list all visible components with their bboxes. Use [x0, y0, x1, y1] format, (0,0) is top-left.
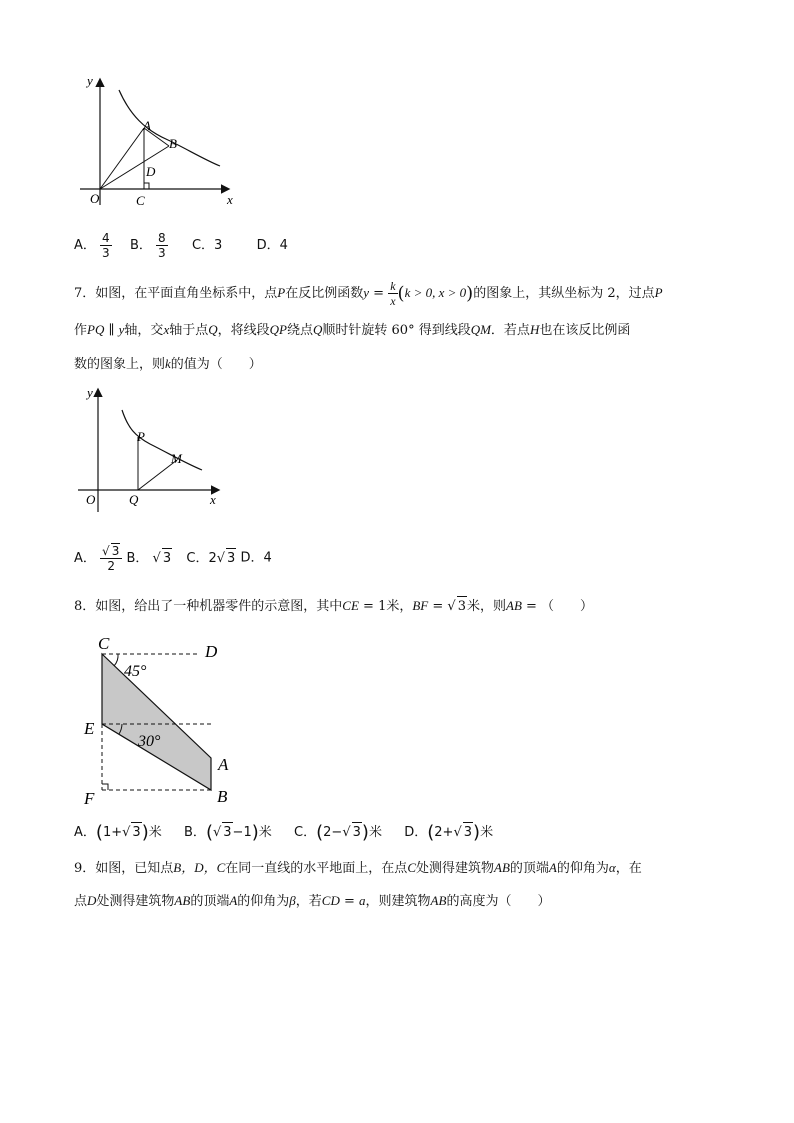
q7-option-d[interactable]: D．4 — [240, 550, 272, 566]
label-x: x — [227, 192, 233, 207]
q8-options — [74, 822, 493, 843]
figure-3-machine-part — [78, 630, 248, 810]
label-D: D — [205, 642, 218, 661]
label-A: A — [218, 755, 229, 774]
q6-option-a[interactable] — [74, 231, 116, 260]
label-F: F — [84, 789, 95, 808]
q7-option-a[interactable]: A． $\frac{√ 3}{2}$ — [74, 551, 126, 566]
segment-OB — [100, 146, 169, 189]
label-Q: Q — [129, 492, 139, 507]
label-angle-30: 30° — [138, 733, 161, 750]
angle-arc-45 — [114, 654, 118, 666]
fraction: $\frac{8}{3}$ — [158, 231, 166, 260]
label-D: D — [146, 164, 156, 179]
label-angle-45: 45° — [124, 663, 147, 680]
q8-option-d[interactable]: D．(2+√ 3)米 — [404, 822, 494, 843]
q8-option-a[interactable]: A．(1+√ 3)米 — [74, 822, 162, 843]
q7-line-1: 7．如图，在平面直角坐标系中，点P在反比例函数y = $\frac{k}{x}$ (k > 0, x > 0)的图象上，其纵坐标为 2，过点P — [74, 279, 663, 308]
label-O: O — [90, 191, 100, 206]
label-M: M — [171, 451, 182, 466]
q8-stem: 8．如图，给出了一种机器零件的示意图，其中CE = 1米，BF = √ 3米，则AB = （ ） — [74, 596, 593, 617]
q6-option-b[interactable] — [129, 231, 172, 260]
hyperbola-curve — [119, 90, 220, 166]
q9-line-1: 9．如图，已知点B，D，C在同一直线的水平地面上，在点C处测得建筑物AB的顶端A的仰角为α，在 — [74, 860, 642, 876]
label-P: P — [137, 429, 145, 444]
option-label: A． — [74, 238, 96, 253]
label-C: C — [98, 634, 110, 653]
fraction-k-over-x: $\frac{k}{x}$ — [390, 279, 396, 308]
fraction: $\frac{√ 3}{2}$ — [100, 543, 122, 573]
label-C: C — [136, 193, 145, 208]
label-y: y — [87, 385, 93, 400]
q6-options — [74, 231, 288, 260]
label-B: B — [217, 787, 228, 806]
segment-OA — [100, 128, 144, 189]
q8-option-b[interactable]: B．(√ 3−1)米 — [184, 822, 272, 843]
figure-2-inverse-proportion — [70, 380, 230, 520]
figure-1-inverse-proportion — [70, 70, 250, 210]
label-O: O — [86, 492, 96, 507]
q7-option-c[interactable]: C．2√ 3 — [186, 551, 240, 566]
q7-line-2: 作PQ ∥ y轴，交x轴于点Q，将线段QP绕点Q顺时针旋转 60° 得到线段QM．若点H也在该反比例函 — [74, 322, 631, 338]
label-E: E — [84, 719, 95, 738]
label-y: y — [87, 73, 93, 88]
q7-option-b[interactable]: B． √ 3 — [126, 551, 176, 566]
q7-options — [74, 543, 272, 573]
label-A: A — [143, 118, 151, 133]
option-label: B． — [129, 238, 152, 253]
right-angle-mark — [102, 784, 108, 790]
right-angle-mark — [144, 183, 149, 189]
q7-line-3: 数的图象上，则k的值为（ ） — [74, 356, 262, 372]
q6-option-d[interactable]: D．4 — [256, 238, 288, 253]
q9-line-2: 点D处测得建筑物AB的顶端A的仰角为β，若CD = a，则建筑物AB的高度为（ ） — [74, 893, 551, 909]
hyperbola-curve — [122, 410, 202, 470]
label-x: x — [210, 492, 216, 507]
q8-option-c[interactable]: C．(2−√ 3)米 — [294, 822, 382, 843]
q6-option-c[interactable]: C．3 — [191, 238, 223, 253]
fraction: $\frac{4}{3}$ — [102, 231, 110, 260]
part-shaded-region — [102, 654, 211, 790]
label-B: B — [169, 136, 177, 151]
